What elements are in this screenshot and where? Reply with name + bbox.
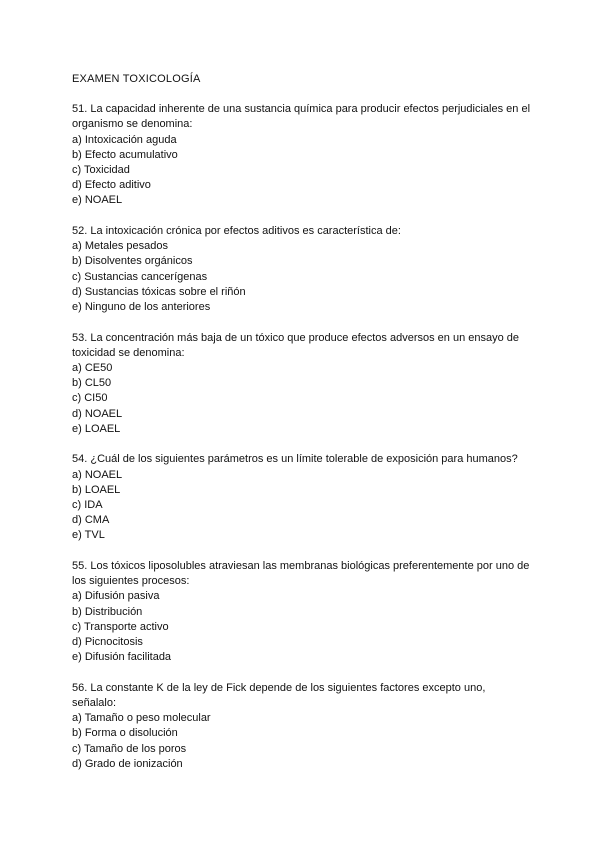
answer-options: [72, 711, 532, 772]
option-a: a) Difusión pasiva: [72, 590, 160, 603]
question-54: [72, 452, 532, 543]
option-c: c) IDA: [72, 499, 103, 512]
option-a: a) Tamaño o peso molecular: [72, 712, 211, 725]
option-c: c) Toxicidad: [72, 164, 130, 177]
option-a: a) CE50: [72, 362, 113, 375]
answer-options: [72, 589, 532, 665]
option-d: d) Sustancias tóxicas sobre el riñón: [72, 285, 246, 298]
answer-options: [72, 361, 532, 437]
answer-options: [72, 133, 532, 209]
option-e: e) LOAEL: [72, 422, 121, 435]
option-d: d) NOAEL: [72, 407, 123, 420]
option-a: a) NOAEL: [72, 468, 123, 481]
option-c: c) CI50: [72, 392, 108, 405]
question-text: 52. La intoxicación crónica por efectos aditivos es característica de:: [72, 225, 401, 238]
document-page: [72, 72, 532, 787]
option-d: d) Efecto aditivo: [72, 179, 151, 192]
option-a: a) Intoxicación aguda: [72, 133, 177, 146]
question-text: 54. ¿Cuál de los siguientes parámetros es un límite tolerable de exposición para humanos?: [72, 453, 518, 466]
question-53: [72, 331, 532, 437]
option-b: b) Forma o disolución: [72, 727, 178, 740]
question-51: [72, 102, 532, 208]
option-e: e) Ninguno de los anteriores: [72, 301, 211, 314]
option-c: c) Sustancias cancerígenas: [72, 270, 208, 283]
question-text: 55. Los tóxicos liposolubles atraviesan las membranas biológicas preferentemente por uno de los siguientes procesos:: [72, 560, 530, 588]
answer-options: [72, 468, 532, 544]
question-text: 56. La constante K de la ley de Fick depende de los siguientes factores excepto uno, señalalo:: [72, 681, 486, 710]
option-d: d) Grado de ionización: [72, 757, 183, 770]
question-text: 53. La concentración más baja de un tóxico que produce efectos adversos en un ensayo de toxicidad se denomina:: [72, 331, 520, 359]
option-e: e) Difusión facilitada: [72, 651, 172, 664]
option-c: c) Transporte activo: [72, 620, 169, 633]
option-a: a) Metales pesados: [72, 240, 168, 253]
option-d: d) Picnocitosis: [72, 636, 143, 649]
option-c: c) Tamaño de los poros: [72, 742, 187, 755]
option-b: b) CL50: [72, 377, 112, 390]
question-55: [72, 559, 532, 665]
question-52: [72, 224, 532, 315]
option-b: b) Efecto acumulativo: [72, 148, 178, 161]
document-title: EXAMEN TOXICOLOGÍA: [72, 73, 201, 85]
question-text: 51. La capacidad inherente de una sustancia química para producir efectos perjudiciales en el organismo se denomina:: [72, 103, 531, 131]
option-b: b) LOAEL: [72, 483, 121, 496]
option-e: e) NOAEL: [72, 194, 123, 207]
question-56: [72, 681, 532, 772]
option-d: d) CMA: [72, 514, 110, 527]
option-b: b) Distribución: [72, 605, 143, 618]
option-e: e) TVL: [72, 529, 105, 542]
option-b: b) Disolventes orgánicos: [72, 255, 193, 268]
answer-options: [72, 239, 532, 315]
